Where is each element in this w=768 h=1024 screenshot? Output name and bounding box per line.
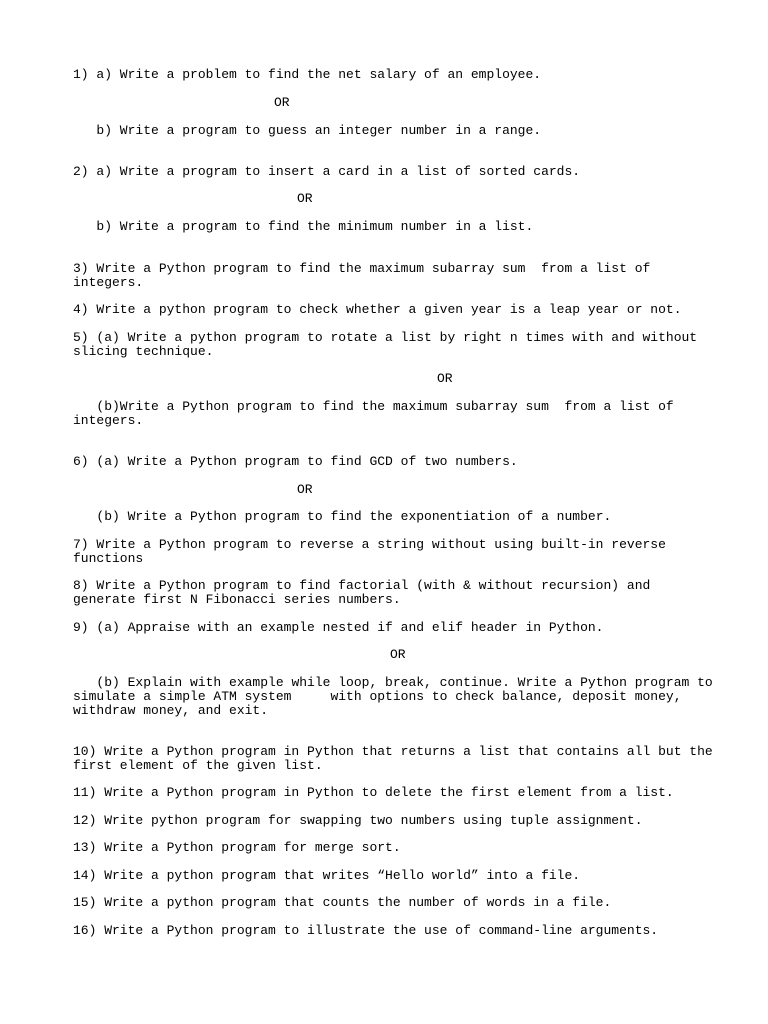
question-7: 7) Write a Python program to reverse a string without using built-in reverse functions: [73, 537, 674, 566]
question-3: 3) Write a Python program to find the maximum subarray sum from a list of integers.: [73, 261, 659, 290]
question-1b: b) Write a program to guess an integer number in a range.: [73, 123, 542, 138]
question-15: 15) Write a python program that counts the number of words in a file.: [73, 895, 612, 910]
question-2a: 2) a) Write a program to insert a card in a list of sorted cards.: [73, 164, 581, 179]
or-separator-6: OR: [297, 482, 313, 497]
question-6b: (b) Write a Python program to find the exponentiation of a number.: [73, 509, 612, 524]
question-9b: (b) Explain with example while loop, break, continue. Write a Python program to simulate a simple ATM system with options to check balance, deposit money, withdraw money, and exit.: [73, 675, 721, 718]
question-14: 14) Write a python program that writes “Hello world” into a file.: [73, 868, 581, 883]
question-5b: (b)Write a Python program to find the maximum subarray sum from a list of integers.: [73, 399, 682, 428]
question-16: 16) Write a Python program to illustrate the use of command-line arguments.: [73, 923, 659, 938]
or-separator-5: OR: [437, 371, 453, 386]
or-separator-9: OR: [390, 647, 406, 662]
question-4: 4) Write a python program to check whether a given year is a leap year or not.: [73, 302, 682, 317]
question-6a: 6) (a) Write a Python program to find GCD of two numbers.: [73, 454, 518, 469]
question-5a: 5) (a) Write a python program to rotate a list by right n times with and without slicing technique.: [73, 330, 705, 359]
question-12: 12) Write python program for swapping two numbers using tuple assignment.: [73, 813, 643, 828]
question-13: 13) Write a Python program for merge sort.: [73, 840, 401, 855]
question-2b: b) Write a program to find the minimum number in a list.: [73, 219, 534, 234]
question-8: 8) Write a Python program to find factorial (with & without recursion) and generate first N Fibonacci series numbers.: [73, 578, 659, 607]
question-9a: 9) (a) Appraise with an example nested if and elif header in Python.: [73, 620, 604, 635]
question-11: 11) Write a Python program in Python to delete the first element from a list.: [73, 785, 674, 800]
question-10: 10) Write a Python program in Python that returns a list that contains all but the first element of the given list.: [73, 744, 721, 773]
or-separator-1: OR: [274, 95, 290, 110]
question-1a: 1) a) Write a problem to find the net salary of an employee.: [73, 67, 542, 82]
or-separator-2: OR: [297, 191, 313, 206]
